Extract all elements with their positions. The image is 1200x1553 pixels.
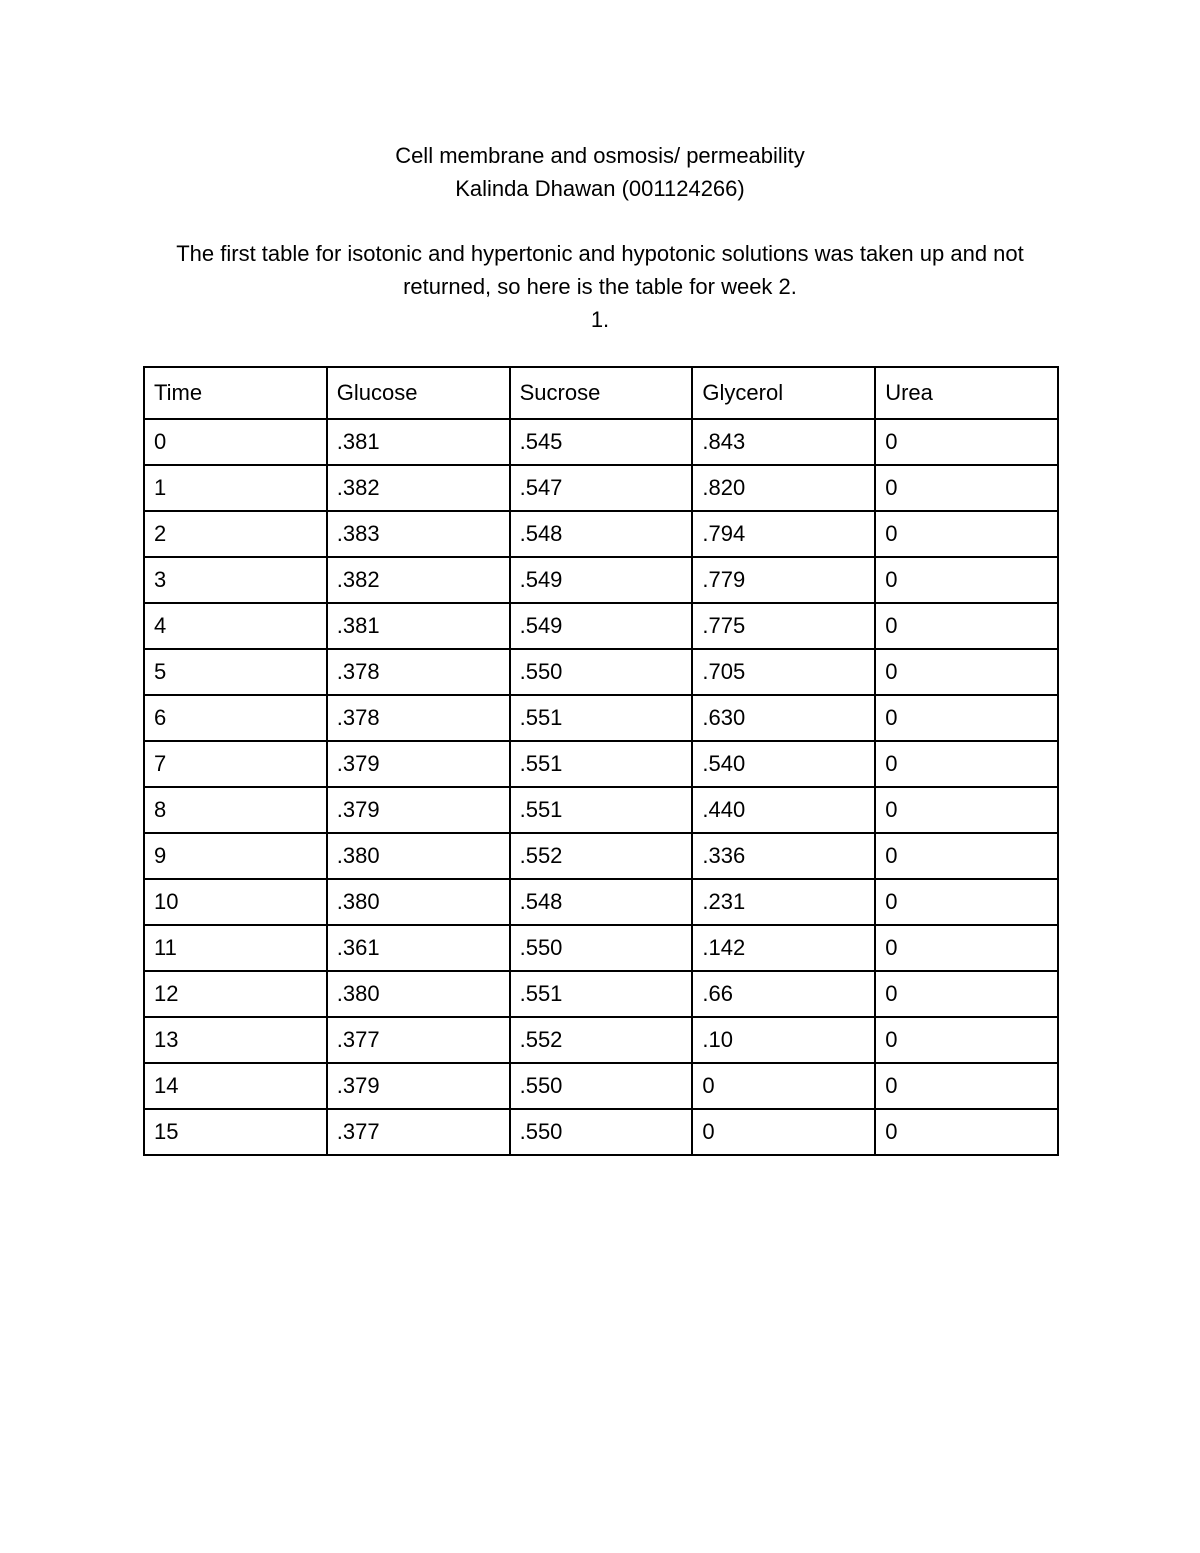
- table-cell-glycerol: .540: [692, 741, 875, 787]
- table-row: [144, 603, 1058, 649]
- table-cell-glycerol: .705: [692, 649, 875, 695]
- table-cell-glycerol: .10: [692, 1017, 875, 1063]
- table-cell-glucose: .378: [327, 649, 510, 695]
- column-header-sucrose: Sucrose: [510, 367, 693, 419]
- table-cell-sucrose: .552: [510, 1017, 693, 1063]
- table-cell-sucrose: .551: [510, 971, 693, 1017]
- table-cell-urea: 0: [875, 465, 1058, 511]
- table-row: [144, 649, 1058, 695]
- document-title: Cell membrane and osmosis/ permeability: [395, 143, 805, 168]
- table-row: [144, 1063, 1058, 1109]
- table-row: [144, 925, 1058, 971]
- table-cell-time: 1: [144, 465, 327, 511]
- table-cell-glycerol: .843: [692, 419, 875, 465]
- table-row: [144, 741, 1058, 787]
- table-body: [144, 419, 1058, 1155]
- document-author: Kalinda Dhawan (001124266): [455, 176, 745, 201]
- table-cell-time: 3: [144, 557, 327, 603]
- table-row: [144, 879, 1058, 925]
- table-cell-sucrose: .548: [510, 879, 693, 925]
- table-row: [144, 787, 1058, 833]
- table-cell-time: 8: [144, 787, 327, 833]
- table-cell-sucrose: .550: [510, 1063, 693, 1109]
- table-cell-time: 2: [144, 511, 327, 557]
- document-note: The first table for isotonic and hypertonic and hypotonic solutions was taken up and not returned, so here is the table for week 2.: [176, 241, 1024, 299]
- table-cell-time: 7: [144, 741, 327, 787]
- table-cell-glucose: .379: [327, 741, 510, 787]
- table-cell-time: 6: [144, 695, 327, 741]
- table-row: [144, 557, 1058, 603]
- column-header-glycerol: Glycerol: [692, 367, 875, 419]
- table-cell-glycerol: .231: [692, 879, 875, 925]
- table-cell-urea: 0: [875, 603, 1058, 649]
- table-cell-glucose: .382: [327, 557, 510, 603]
- table-cell-glycerol: .820: [692, 465, 875, 511]
- table-cell-sucrose: .545: [510, 419, 693, 465]
- table-cell-glycerol: .775: [692, 603, 875, 649]
- table-cell-glucose: .378: [327, 695, 510, 741]
- table-row: [144, 419, 1058, 465]
- table-cell-urea: 0: [875, 649, 1058, 695]
- table-cell-glycerol: .66: [692, 971, 875, 1017]
- table-cell-glucose: .379: [327, 1063, 510, 1109]
- table-cell-time: 9: [144, 833, 327, 879]
- table-cell-sucrose: .550: [510, 649, 693, 695]
- table-cell-glycerol: .440: [692, 787, 875, 833]
- table-cell-sucrose: .552: [510, 833, 693, 879]
- table-cell-time: 13: [144, 1017, 327, 1063]
- table-cell-glucose: .380: [327, 833, 510, 879]
- table-cell-sucrose: .547: [510, 465, 693, 511]
- table-row: [144, 465, 1058, 511]
- table-cell-glycerol: .794: [692, 511, 875, 557]
- table-cell-urea: 0: [875, 787, 1058, 833]
- table-cell-urea: 0: [875, 925, 1058, 971]
- table-cell-glucose: .379: [327, 787, 510, 833]
- table-cell-glucose: .380: [327, 879, 510, 925]
- table-cell-glycerol: 0: [692, 1109, 875, 1155]
- table-cell-urea: 0: [875, 1109, 1058, 1155]
- table-cell-glucose: .377: [327, 1109, 510, 1155]
- table-cell-glucose: .381: [327, 419, 510, 465]
- table-cell-time: 15: [144, 1109, 327, 1155]
- table-cell-urea: 0: [875, 1017, 1058, 1063]
- table-cell-glucose: .383: [327, 511, 510, 557]
- table-cell-glycerol: .779: [692, 557, 875, 603]
- table-cell-sucrose: .551: [510, 695, 693, 741]
- table-cell-time: 11: [144, 925, 327, 971]
- table-cell-urea: 0: [875, 695, 1058, 741]
- table-cell-glucose: .361: [327, 925, 510, 971]
- item-number: 1.: [590, 307, 610, 332]
- table-row: [144, 833, 1058, 879]
- table-cell-time: 4: [144, 603, 327, 649]
- table-cell-glycerol: .142: [692, 925, 875, 971]
- table-cell-urea: 0: [875, 741, 1058, 787]
- table-cell-sucrose: .549: [510, 557, 693, 603]
- table-cell-glucose: .381: [327, 603, 510, 649]
- column-header-glucose: Glucose: [327, 367, 510, 419]
- table-cell-glucose: .380: [327, 971, 510, 1017]
- table-cell-glycerol: 0: [692, 1063, 875, 1109]
- table-cell-time: 14: [144, 1063, 327, 1109]
- table-row: [144, 1017, 1058, 1063]
- column-header-time: Time: [144, 367, 327, 419]
- results-table: [143, 366, 1059, 1156]
- table-cell-urea: 0: [875, 419, 1058, 465]
- table-row: [144, 695, 1058, 741]
- table-cell-urea: 0: [875, 1063, 1058, 1109]
- table-cell-sucrose: .550: [510, 925, 693, 971]
- table-cell-urea: 0: [875, 511, 1058, 557]
- table-cell-glycerol: .336: [692, 833, 875, 879]
- table-cell-sucrose: .551: [510, 741, 693, 787]
- table-cell-sucrose: .550: [510, 1109, 693, 1155]
- table-row: [144, 511, 1058, 557]
- table-cell-time: 12: [144, 971, 327, 1017]
- table-cell-glucose: .377: [327, 1017, 510, 1063]
- table-cell-urea: 0: [875, 833, 1058, 879]
- table-header-row: [144, 367, 1058, 419]
- table-row: [144, 971, 1058, 1017]
- table-cell-urea: 0: [875, 879, 1058, 925]
- table-cell-urea: 0: [875, 557, 1058, 603]
- table-cell-sucrose: .548: [510, 511, 693, 557]
- table-cell-glycerol: .630: [692, 695, 875, 741]
- column-header-urea: Urea: [875, 367, 1058, 419]
- table-cell-sucrose: .549: [510, 603, 693, 649]
- table-cell-time: 5: [144, 649, 327, 695]
- table-cell-sucrose: .551: [510, 787, 693, 833]
- table-cell-time: 0: [144, 419, 327, 465]
- table-cell-time: 10: [144, 879, 327, 925]
- table-row: [144, 1109, 1058, 1155]
- table-cell-glucose: .382: [327, 465, 510, 511]
- table-cell-urea: 0: [875, 971, 1058, 1017]
